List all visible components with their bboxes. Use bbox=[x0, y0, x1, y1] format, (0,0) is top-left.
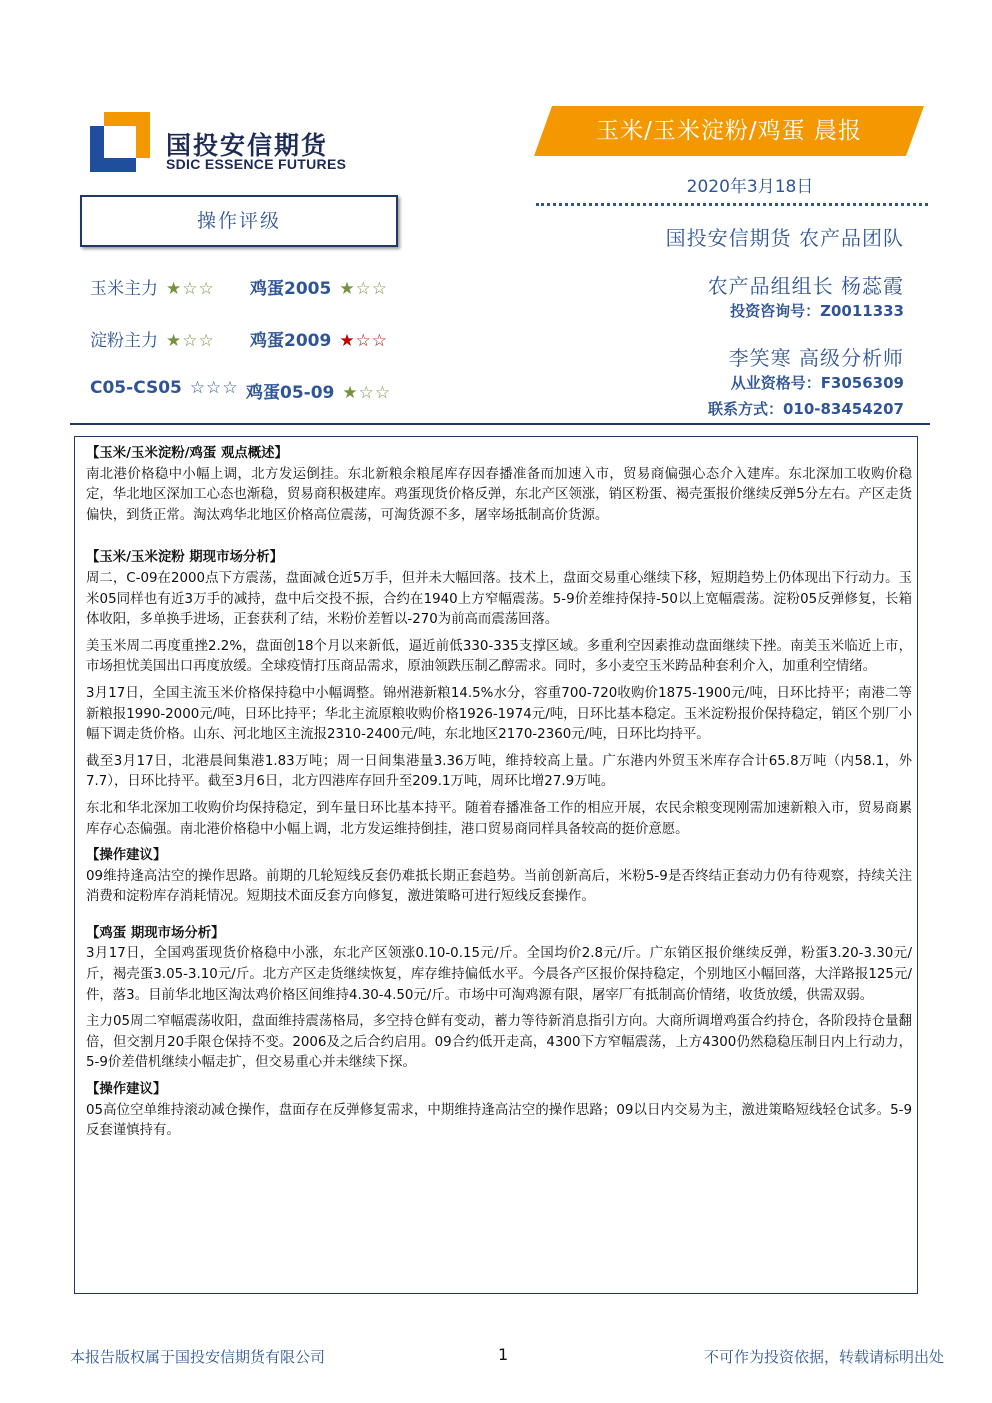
page-number: 1 bbox=[498, 1345, 509, 1364]
paragraph: 东北和华北深加工收购价均保持稳定，到车量日环比基本持平。随着春播准备工作的相应开展，农民余粮变现刚需加速新粮入市，贸易商累库存心态偏强。南北港价格稳中小幅上调，北方发运维持倒挂，港口贸易商同样具备较高的挺价意愿。 bbox=[86, 800, 912, 837]
rating-item-egg05-09 bbox=[246, 378, 391, 403]
paragraph: 05高位空单维持滚动减仓操作，盘面存在反弹修复需求，中期维持逢高沽空的操作思路；09以日内交易为主，激进策略短线轻仓试多。5-9反套谨慎持有。 bbox=[86, 1102, 912, 1139]
paragraph: 3月17日，全国主流玉米价格保持稳中小幅调整。锦州港新粮14.5%水分，容重700-720收购价1875-1900元/吨，日环比持平；南港二等新粮报1990-2000元/吨，日环比持平；华北主流原粮收购价格1926-1974元/吨，日环比基本稳定。玉米淀粉报价保持稳定，销区个别厂小幅下调走货价格。山东、河北地区主流报2310-2400元/吨，东北地区2170-2360元/吨，日环比均持平。 bbox=[86, 685, 912, 743]
team-name: 国投安信期货 农产品团队 bbox=[665, 226, 904, 250]
contact-info: 联系方式：010-83454207 bbox=[707, 400, 904, 418]
rating-item-corn bbox=[90, 274, 215, 299]
rating-label: 鸡蛋2005 bbox=[250, 279, 332, 299]
report-date: 2020年3月18日 bbox=[686, 177, 814, 197]
section-overview bbox=[86, 444, 912, 526]
section-egg-analysis bbox=[86, 924, 912, 1074]
rating-stars: ★☆☆ bbox=[166, 279, 215, 299]
rating-item-egg2009 bbox=[250, 326, 388, 351]
rating-item-c05-cs05 bbox=[90, 378, 239, 398]
rating-label: 鸡蛋2009 bbox=[250, 331, 332, 351]
rating-stars: ★☆☆ bbox=[339, 331, 389, 351]
footer-disclaimer: 不可作为投资依据，转载请标明出处 bbox=[703, 1348, 944, 1366]
section-heading: 【鸡蛋 期现市场分析】 bbox=[86, 925, 225, 941]
dotted-divider bbox=[536, 203, 928, 206]
rating-stars: ★☆☆ bbox=[339, 279, 389, 299]
rating-label: C05-CS05 bbox=[90, 378, 182, 398]
author-secondary: 李笑寒 高级分析师 bbox=[728, 346, 904, 370]
rating-label: 淀粉主力 bbox=[90, 331, 158, 351]
rating-label: 玉米主力 bbox=[90, 279, 158, 299]
section-egg-advice bbox=[86, 1080, 912, 1142]
report-body bbox=[86, 444, 912, 1148]
author-secondary-cert: 从业资格号：F3056309 bbox=[730, 374, 904, 392]
rating-stars: ☆☆☆ bbox=[189, 378, 239, 398]
rating-title-box bbox=[80, 195, 398, 247]
rating-stars: ★☆☆ bbox=[166, 331, 215, 351]
section-corn-advice bbox=[86, 846, 912, 908]
rating-title: 操作评级 bbox=[196, 210, 281, 232]
footer-copyright: 本报告版权属于国投安信期货有限公司 bbox=[70, 1348, 326, 1366]
rating-label: 鸡蛋05-09 bbox=[246, 383, 335, 403]
rating-stars: ★☆☆ bbox=[342, 383, 392, 403]
paragraph: 周二，C-09在2000点下方震荡，盘面减仓近5万手，但并未大幅回落。技术上，盘面交易重心继续下移，短期趋势上仍体现出下行动力。玉米05同样也有近3万手的减持，盘中后交投不振，合约在1940上方窄幅震荡。5-9价差维持保持-50以上宽幅震荡。淀粉05反弹修复，长箱体收阳，多单换手进场，正套获利了结，米粉价差暂以-270为前高而震荡回落。 bbox=[86, 570, 912, 628]
paragraph: 3月17日，全国鸡蛋现货价格稳中小涨，东北产区领涨0.10-0.15元/斤。全国均价2.8元/斤。广东销区报价继续反弹，粉蛋3.20-3.30元/斤，褐壳蛋3.05-3.10元/斤。北方产区走货继续恢复，库存维持偏低水平。今晨各产区报价保持稳定，个别地区小幅回落，大洋路报125元/件，落3。目前华北地区淘汰鸡价格区间维持4.30-4.50元/斤。市场中可淘鸡源有限，屠宰厂有抵制高价情绪，收货放缓，供需双弱。 bbox=[86, 946, 912, 1003]
paragraph: 美玉米周二再度重挫2.2%，盘面创18个月以来新低，逼近前低330-335支撑区域。多重利空因素推动盘面继续下挫。南美玉米临近上市，市场担忧美国出口再度放缓。全球疫情打压商品需求，原油领跌压制乙醇需求。同时，多小麦空玉米跨品种套利介入，加重利空情绪。 bbox=[86, 638, 912, 675]
section-heading: 【操作建议】 bbox=[86, 848, 167, 864]
section-heading: 【玉米/玉米淀粉 期现市场分析】 bbox=[86, 550, 284, 566]
section-heading: 【玉米/玉米淀粉/鸡蛋 观点概述】 bbox=[86, 446, 288, 461]
company-logo-mark bbox=[90, 112, 150, 172]
header-rule bbox=[70, 423, 930, 425]
rating-item-starch bbox=[90, 326, 215, 351]
company-name-en: SDIC ESSENCE FUTURES bbox=[166, 156, 347, 172]
author-primary: 农产品组组长 杨蕊霞 bbox=[707, 274, 904, 298]
paragraph: 截至3月17日，北港晨间集港1.83万吨；周一日间集港量3.36万吨，维持较高上量。广东港内外贸玉米库存合计65.8万吨（内58.1，外7.7），日环比持平。截至3月6日，北方四港库存回升至209.1万吨，周环比增27.9万吨。 bbox=[86, 753, 912, 790]
section-corn-analysis bbox=[86, 548, 912, 840]
paragraph: 主力05周二窄幅震荡收阳，盘面维持震荡格局，多空持仓鲜有变动，蓄力等待新消息指引方向。大商所调增鸡蛋合约持仓，各阶段持仓量翻倍，但交割月20手限仓保持不变。2006及之后合约启用。09合约低开走高，4300下方窄幅震荡，上方4300仍然稳稳压制日内上行动力，5-9价差借机继续小幅走扩，但交易重心并未继续下探。 bbox=[86, 1014, 912, 1071]
rating-item-egg2005 bbox=[250, 274, 388, 299]
paragraph: 09维持逢高沽空的操作思路。前期的几轮短线反套仍难抵长期正套趋势。当前创新高后，米粉5-9是否终结正套动力仍有待观察，持续关注消费和淀粉库存消耗情况。短期技术面反套方向修复，激进策略可进行短线反套操作。 bbox=[86, 868, 912, 905]
report-title-banner bbox=[534, 106, 924, 156]
company-name-cn: 国投安信期货 bbox=[166, 131, 329, 160]
paragraph: 南北港价格稳中小幅上调，北方发运倒挂。东北新粮余粮尾库存因春播准备而加速入市，贸易商偏强心态介入建库。东北深加工收购价稳定，华北地区深加工心态也渐稳，贸易商积极建库。鸡蛋现货价格反弹，东北产区领涨，销区粉蛋、褐壳蛋报价继续反弹5分左右。产区走货偏快，到货正常。淘汰鸡华北地区价格高位震荡，可淘货源不多，屠宰场抵制高价货源。 bbox=[86, 466, 912, 523]
section-heading: 【操作建议】 bbox=[86, 1082, 167, 1098]
author-primary-cert: 投资咨询号：Z0011333 bbox=[730, 302, 904, 320]
report-title: 玉米/玉米淀粉/鸡蛋 晨报 bbox=[596, 118, 862, 144]
